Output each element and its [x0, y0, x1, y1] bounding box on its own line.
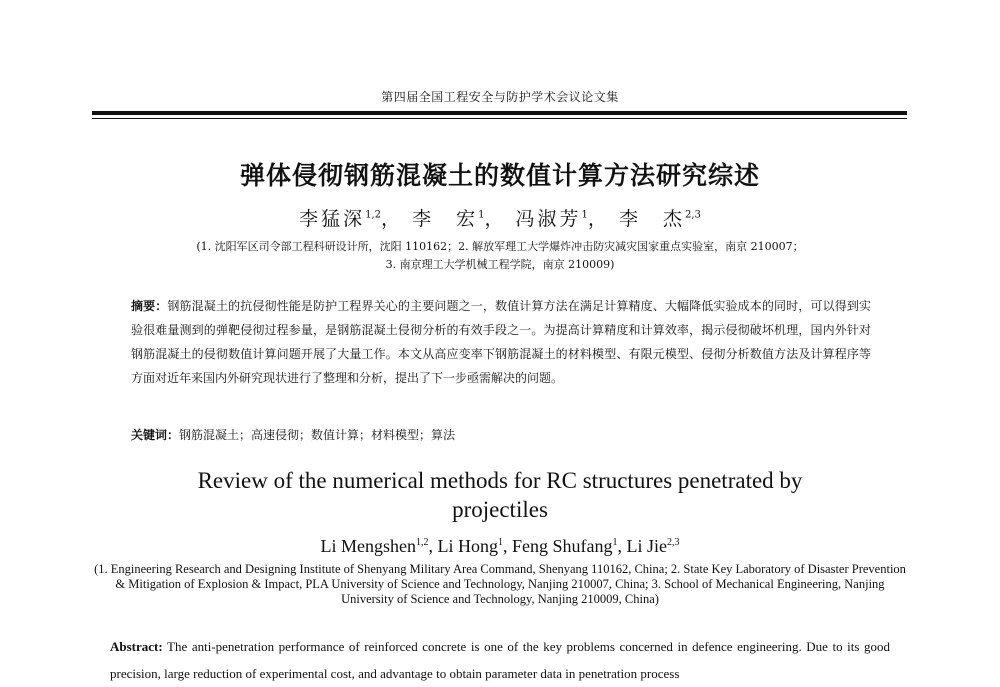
author-name: 冯淑芳 [515, 208, 582, 230]
abstract-en [110, 633, 890, 687]
affiliations-en: (1. Engineering Research and Designing Institute of Shenyang Military Area Command, Shenyang 110162, China; 2. State Key Laboratory of Disaster Prevention & Mitigation of Explosion & Impact, PLA University of Science and Technology, Nanjing 210007, China; 3. School of Mechanical Engineering, Nanjing University of Science and Technology, Nanjing 210009, China) [94, 562, 906, 606]
author-affiliation-mark: 2,3 [684, 209, 701, 221]
running-head: 第四届全国工程安全与防护学术会议论文集 [381, 90, 619, 104]
author-name: Feng Shufang [511, 536, 613, 556]
author-name: 李 宏 [412, 208, 479, 230]
author-affiliation-mark: 1,2 [365, 209, 382, 221]
abstract-zh [131, 294, 871, 390]
author-name: 李 杰 [618, 208, 685, 230]
affiliation-line: (1. 沈阳军区司令部工程科研设计所，沈阳 110162；2. 解放军理工大学爆炸冲击防灾减灾国家重点实验室，南京 210007； [196, 240, 804, 253]
author-affiliation-mark: 1 [478, 209, 485, 221]
abstract-text-zh: 钢筋混凝土的抗侵彻性能是防护工程界关心的主要问题之一，数值计算方法在满足计算精度、大幅降低实验成本的同时，可以得到实验很难量测到的弹靶侵彻过程参量，是钢筋混凝土侵彻分析的有效手段之一。为提高计算精度和计算效率，揭示侵彻破坏机理，国内外针对钢筋混凝土的侵彻数值计算问题开展了大量工作。本文从高应变率下钢筋混凝土的材料模型、有限元模型、侵彻分析数值方法及计算程序等方面对近年来国内外研究现状进行了整理和分析，提出了下一步亟需解决的问题。 [131, 299, 871, 385]
author-name: Li Jie [626, 536, 667, 556]
affiliations-zh [90, 238, 910, 274]
author-affiliation-mark: 2,3 [666, 537, 680, 548]
author-name: 李猛深 [299, 208, 366, 230]
abstract-label-zh: 摘要： [131, 299, 168, 313]
author-affiliation-mark: 1 [581, 209, 588, 221]
author-list-en: Li Mengshen$^{1,2}$, Li Hong$^1$, Feng Shufang$^1$, Li Jie$^{2,3}$ [320, 536, 680, 556]
author-list-zh: 李猛深$^{1,2}$， 李 宏$^1$， 冯淑芳$^1$， 李 杰$^{2,3}$ [299, 208, 701, 230]
author-affiliation-mark: 1 [497, 537, 503, 548]
abstract-label-en: Abstract: [110, 639, 163, 654]
author-affiliation-mark: 1,2 [415, 537, 429, 548]
paper-title-en: Review of the numerical methods for RC structures penetrated by projectiles [197, 468, 803, 522]
affiliation-line: 3. 南京理工大学机械工程学院，南京 210009) [385, 258, 615, 271]
author-name: Li Mengshen [320, 536, 416, 556]
abstract-text-en: The anti-penetration performance of reinforced concrete is one of the key problems concerned in defence engineering. Due to its good precision, large reduction of experimental cost, and advantage to obtain parameter data in penetration process [110, 639, 890, 681]
header-rule-thin [92, 118, 907, 119]
author-name: Li Hong [437, 536, 498, 556]
author-affiliation-mark: 1 [612, 537, 618, 548]
keywords-label-zh: 关键词： [131, 428, 180, 442]
keywords-zh [131, 426, 871, 443]
paper-title-zh: 弹体侵彻钢筋混凝土的数值计算方法研究综述 [239, 161, 760, 190]
header-rule-thick [92, 111, 907, 115]
keywords-text-zh: 钢筋混凝土；高速侵彻；数值计算；材料模型；算法 [179, 428, 456, 442]
